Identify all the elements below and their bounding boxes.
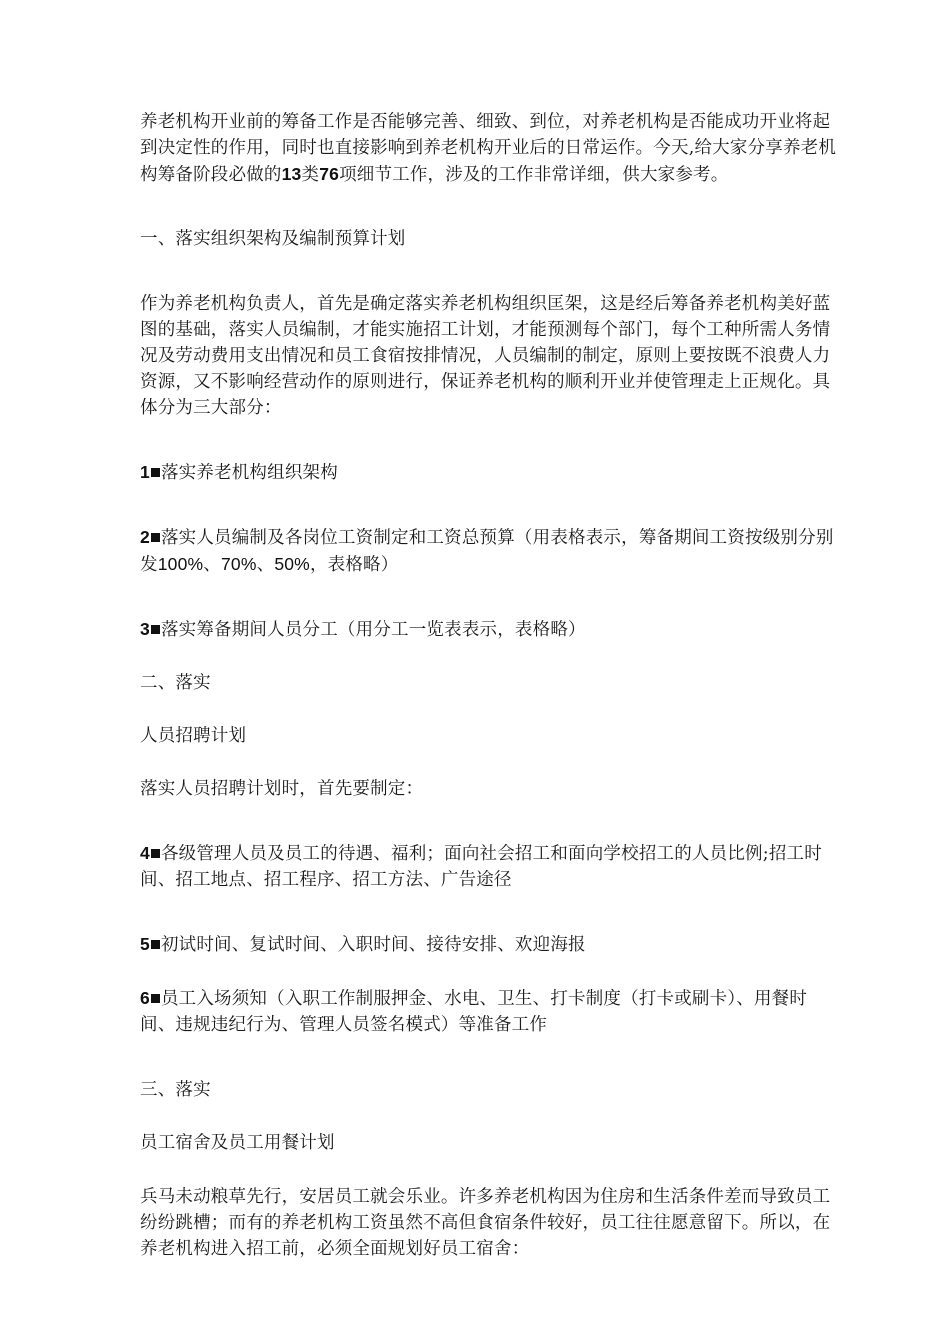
- item-number: 6: [140, 988, 150, 1008]
- list-item: [140, 459, 840, 486]
- item-number: 2: [140, 527, 150, 547]
- item-text: 各级管理人员及员工的待遇、福利；面向社会招工和面向学校招工的人员比例;招工时间、招工地点、招工程序、招工方法、广告途径: [140, 844, 822, 890]
- percent-value: 70%: [220, 554, 257, 574]
- list-item: [140, 840, 840, 893]
- item-number: 4: [140, 843, 150, 863]
- square-bullet-icon: [151, 533, 160, 542]
- item-text: 落实筹备期间人员分工（用分工一览表表示，表格略）: [160, 620, 586, 640]
- item-text: 落实养老机构组织架构: [160, 463, 338, 483]
- intro-text-3: 项细节工作，涉及的工作非常详细，供大家参考。: [339, 165, 729, 185]
- item-text: 初试时间、复试时间、入职时间、接待安排、欢迎海报: [160, 935, 586, 955]
- intro-text-2: 类: [301, 165, 320, 185]
- section1-body: 作为养老机构负责人，首先是确定落实养老机构组织匡架，这是经后筹备养老机构美好蓝图的基础，落实人员编制，才能实施招工计划，才能预测每个部门，每个工种所需人务情况及劳动费用支出情况和员工食宿按排情况，人员编制的制定，原则上要按既不浪费人力资源，又不影响经营动作的原则进行，保证养老机构的顺利开业并使管理走上正规化。具体分为三大部分：: [140, 294, 831, 418]
- intro-text-1: 养老机构开业前的筹备工作是否能够完善、细致、到位，对养老机构是否能成功开业将起到决定性的作用，同时也直接影响到养老机构开业后的日常运作。今天,给大家分享养老机构筹备阶段必做的: [140, 112, 837, 185]
- intro-number-13: 13: [281, 164, 302, 184]
- square-bullet-icon: [151, 940, 160, 949]
- intro-number-76: 76: [319, 164, 340, 184]
- section1-heading: 一、落实组织架构及编制预算计划: [140, 229, 406, 249]
- section3-subheading: 员工宿舍及员工用餐计划: [140, 1133, 335, 1153]
- item-text: 员工入场须知（入职工作制服押金、水电、卫生、打卡制度（打卡或刷卡）、用餐时间、违规违纪行为、管理人员签名模式）等准备工作: [140, 989, 808, 1035]
- list-item: [140, 616, 840, 643]
- separator: 、: [256, 555, 275, 575]
- item-text-end: ，表格略）: [309, 555, 399, 575]
- square-bullet-icon: [151, 994, 160, 1003]
- section2-intro: 落实人员招聘计划时，首先要制定：: [140, 779, 424, 799]
- percent-value: 50%: [274, 554, 310, 574]
- section3-heading: 三、落实: [140, 1080, 211, 1100]
- square-bullet-icon: [151, 468, 160, 477]
- section2-subheading: 人员招聘计划: [140, 726, 247, 746]
- square-bullet-icon: [151, 849, 160, 858]
- list-item: [140, 931, 840, 958]
- item-text: 落实人员编制及各岗位工资制定和工资总预算（用表格表示，筹备期间工资按级别分别发: [140, 528, 834, 575]
- list-item: [140, 985, 840, 1038]
- item-number: 5: [140, 934, 150, 954]
- section2-heading: 二、落实: [140, 673, 211, 693]
- separator: 、: [203, 555, 221, 575]
- percent-value: 100%: [157, 554, 204, 574]
- square-bullet-icon: [151, 625, 160, 634]
- section3-body: 兵马未动粮草先行，安居员工就会乐业。许多养老机构因为住房和生活条件差而导致员工纷纷跳槽；而有的养老机构工资虽然不高但食宿条件较好，员工往往愿意留下。所以，在养老机构进入招工前，必须全面规划好员工宿舍：: [140, 1187, 831, 1259]
- list-item: [140, 524, 840, 578]
- item-number: 1: [140, 462, 150, 482]
- intro-paragraph: [140, 109, 840, 188]
- item-number: 3: [140, 619, 150, 639]
